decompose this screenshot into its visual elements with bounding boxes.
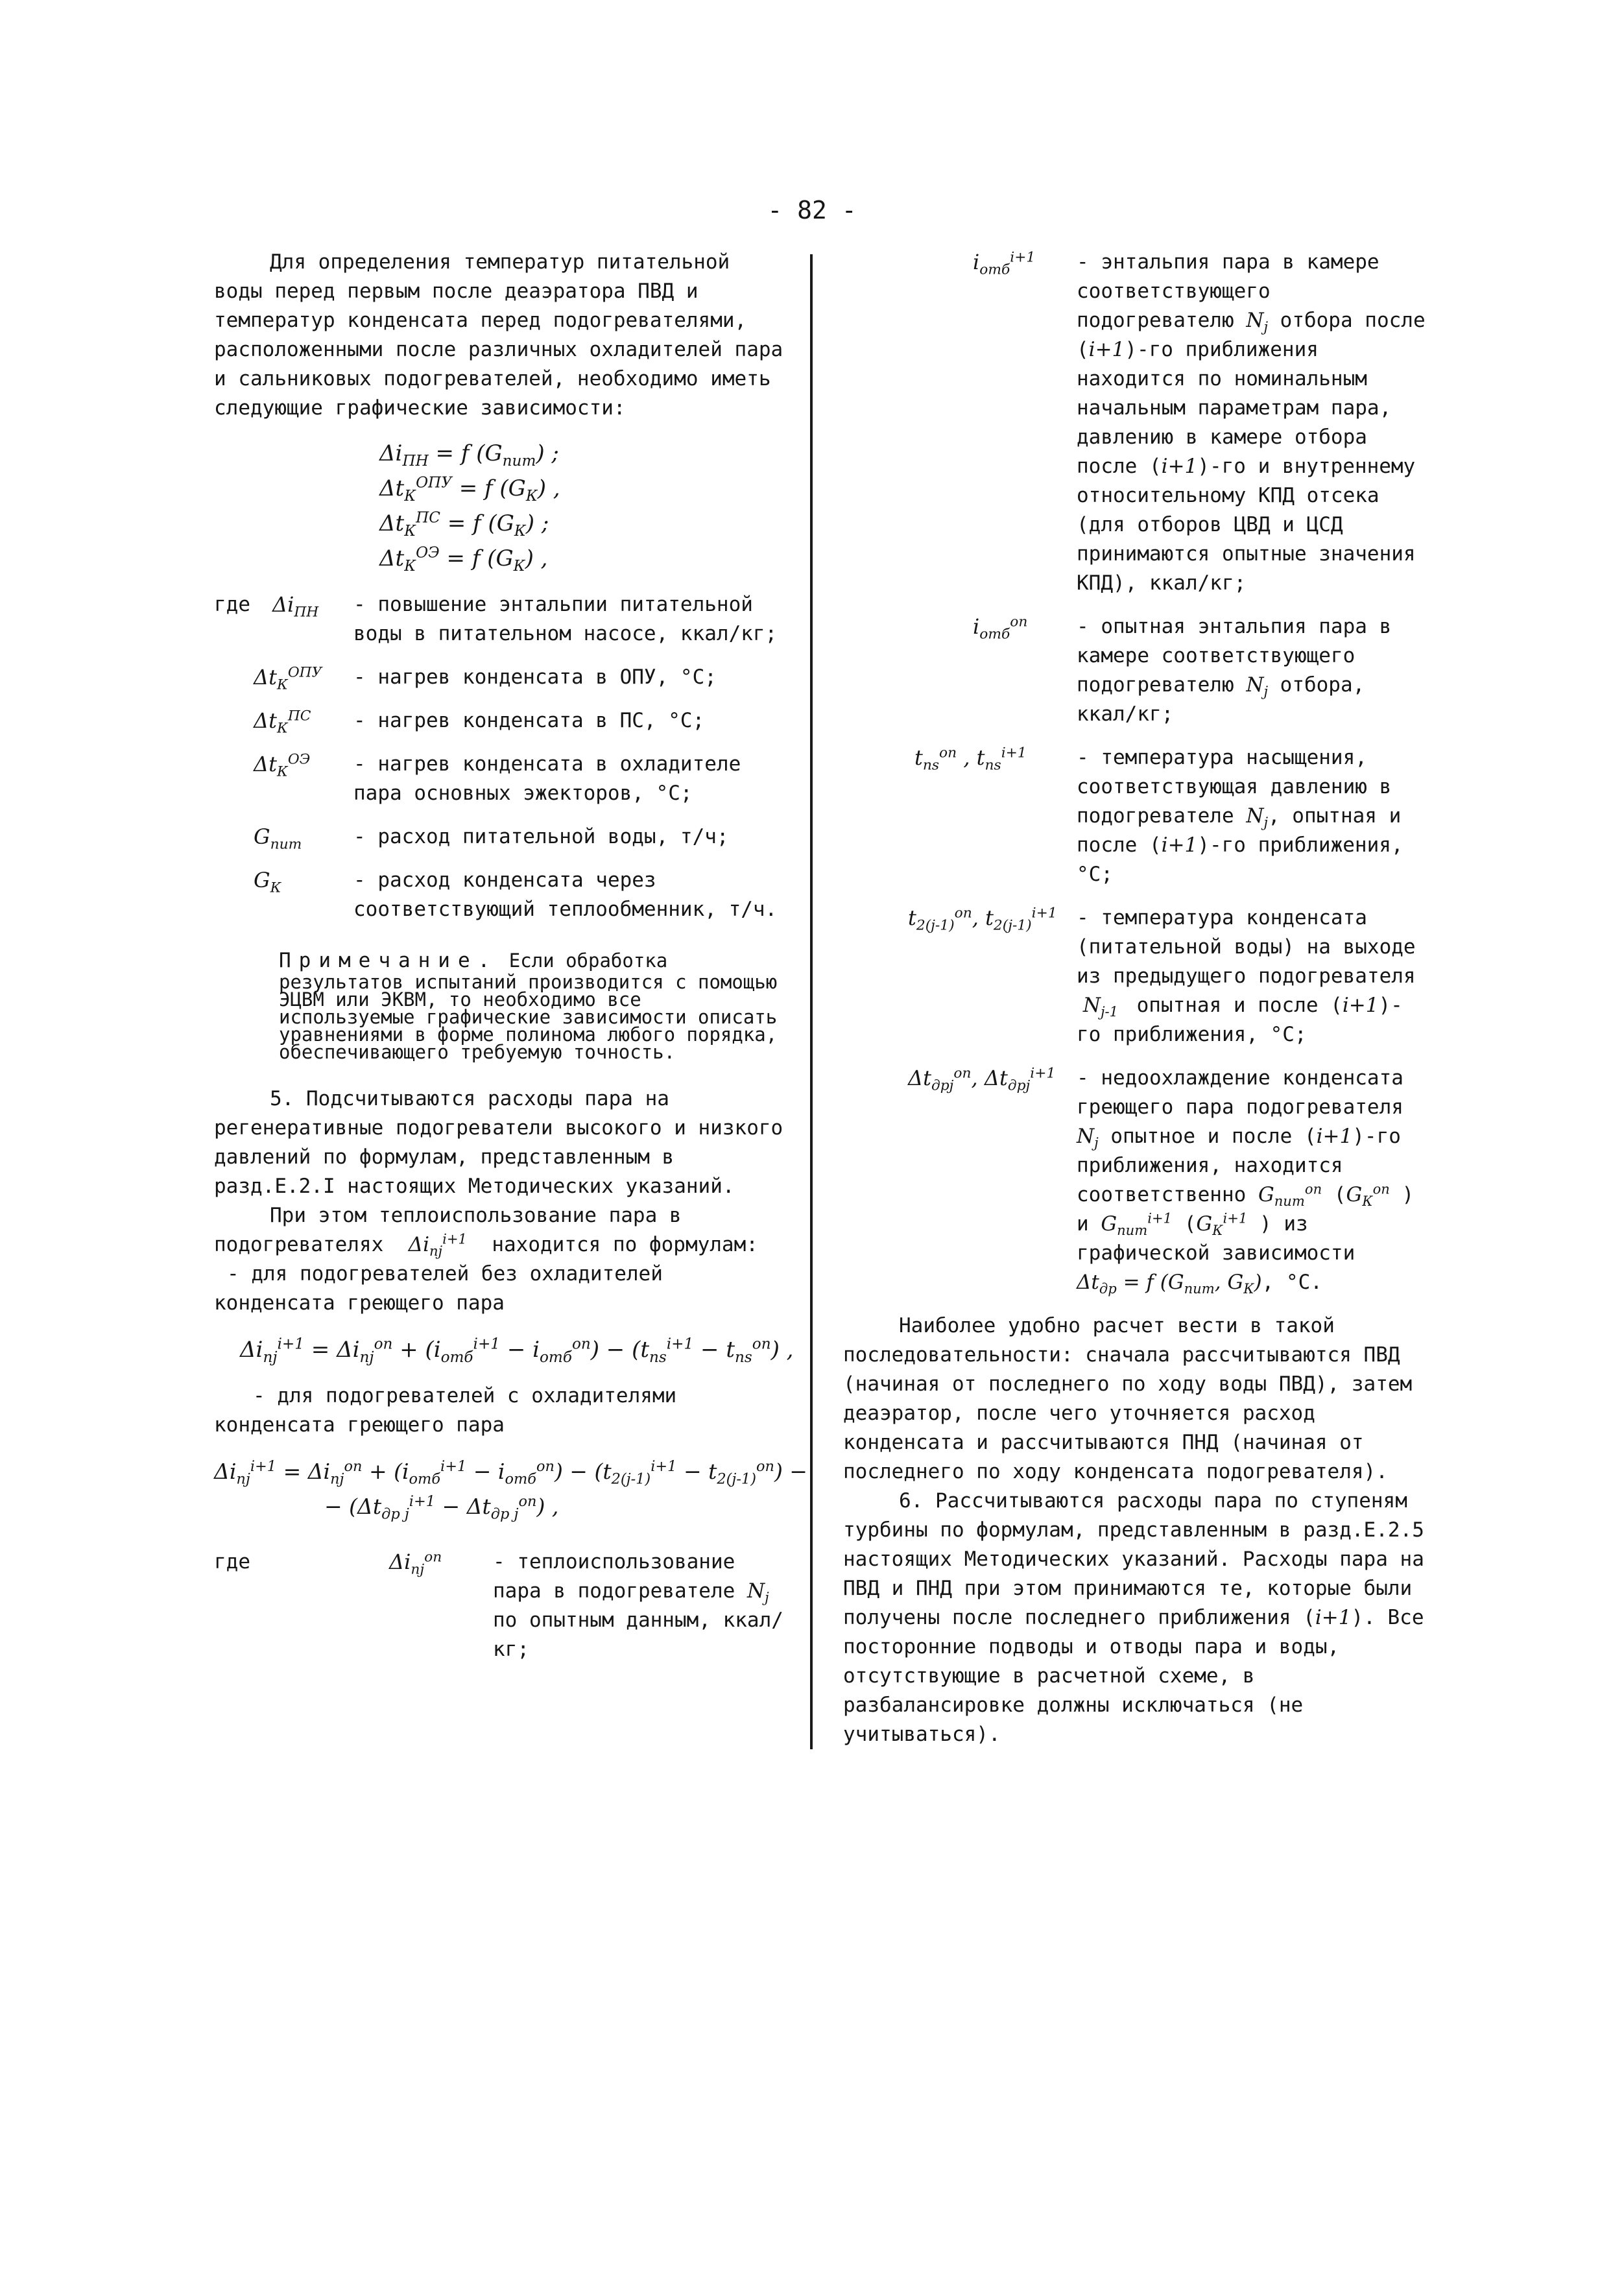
definition-text: - расход питательной воды, т/ч;: [353, 825, 729, 848]
definition-text: - нагрев конденсата в ПС, °С;: [353, 709, 705, 732]
page-number: - 82 -: [767, 196, 857, 224]
definition-text: - теплоиспользование пара в подогревателе $N_j$ по опытным данным, ккал/кг;: [493, 1550, 783, 1661]
formula-no-cooler: $\Delta i_{пj}^{i+1} = \Delta i_{пj}^{оп} + (i_{отб}^{i+1} - i_{отб}^{оп}) - (t_{пs}^{i+1} - t_{пs}^{оп})$ ,: [240, 1335, 794, 1366]
definition-text: - недоохлаждение конденсата греющего пара подогревателя $N_j$ опытное и после (i+1)-го приближения, находится соответственно $G_{пит}^{оп}$ ($G_К^{оп}$ ) и $G_{пит}^{i+1}$ ($G_К^{i+1}$ ) из графической зависимости $\Delta t_{др} = f$ ($G_{пит}$, $G_К$), °С.: [1077, 1066, 1415, 1297]
definition-text: - опытная энтальпия пара в камере соответствующего подогревателю $N_j$ отбора, ккал/кг;: [1077, 615, 1392, 726]
symbol-di-op: $\Delta i_{пj}^{оп}$: [389, 1549, 442, 1578]
case-2-text: - для подогревателей с охладителями конденсата греющего пара: [214, 1384, 677, 1437]
symbol-g-pit: $G_{пит}$: [214, 824, 302, 853]
symbol-nj: $N_j$: [1077, 1125, 1099, 1151]
heat-use-paragraph: [214, 1201, 785, 1260]
definition-pump: [214, 590, 785, 649]
symbol-i-plus-1: i+1: [1342, 994, 1379, 1017]
definition-text: - нагрев конденсата в охладителе пара основных эжекторов, °С;: [353, 752, 741, 805]
left-column: [214, 248, 807, 1664]
symbol-g-pit-i1: $G_{пит}^{i+1}$: [1101, 1210, 1173, 1239]
where-label-2: где: [214, 1550, 250, 1573]
column-divider: [810, 254, 813, 1749]
item-5-paragraph: 5. Подсчитываются расходы пара на регенеративные подогреватели высокого и низкого давлений по формулам, представленным в разд.Е.2.I настоящих Методических указаний.: [214, 1087, 783, 1198]
definition-text: - нагрев конденсата в ОПУ, °С;: [353, 665, 717, 689]
note-block: [279, 948, 785, 1061]
definition-t-ns: [843, 743, 1427, 889]
symbol-i-plus-1: i+1: [1161, 833, 1198, 857]
symbol-nj: $N_j$: [746, 1579, 769, 1606]
formula-with-cooler-line-2: − $(\Delta t_{др j}^{i+1} - \Delta t_{др j}^{оп})$ ,: [324, 1493, 559, 1523]
note-text: [279, 948, 785, 1061]
symbol-dt-ps: $\Delta t_К^{ПС}$: [214, 708, 311, 737]
symbol-t-ns: $t_{пs}^{оп}$ , $t_{пs}^{i+1}$: [914, 745, 1027, 774]
symbol-g-k-op: $G_К^{оп}$: [1346, 1180, 1390, 1210]
symbol-dt-oe: $\Delta t_К^{ОЭ}$: [214, 751, 311, 780]
symbol-nj: $N_j$: [1246, 673, 1268, 700]
definition-i-otb: [843, 248, 1427, 598]
symbol-dt-opu: $\Delta t_К^{ОПУ}$: [214, 664, 322, 693]
formula-pump: $\Delta i_{ПН} = f$ $(G_{пит})$ ;: [379, 440, 559, 470]
note-heading: Примечание.: [279, 949, 498, 972]
definition-dt-dr: [843, 1064, 1427, 1297]
definition-text: - температура конденсата (питательной воды) на выходе из предыдущего подогревателя $N_{j-1}$ опытная и после (i+1)-го приближения, °С;: [1077, 906, 1416, 1046]
symbol-nj: $N_j$: [1246, 804, 1268, 831]
symbol-nj: $N_j$: [1246, 309, 1268, 335]
where-label: где: [214, 593, 250, 616]
symbol-g-pit-op: $G_{пит}^{оп}$: [1258, 1180, 1322, 1210]
symbol-dt-dr: $\Delta t_{дрj}^{оп}$, $\Delta t_{дрj}^{i+1}$: [908, 1065, 1056, 1094]
definition-text: - расход конденсата через соответствующий теплообменник, т/ч.: [353, 868, 778, 921]
definition-di-op: [214, 1548, 785, 1664]
heat-use-text-b: находится по формулам:: [492, 1233, 758, 1256]
symbol-i-plus-1: i+1: [1315, 1606, 1352, 1629]
formula-ps: $\Delta t_К^{ПС} = f$ $(G_К)$ ;: [379, 509, 549, 540]
symbol-i-plus-1: i+1: [1316, 1125, 1353, 1148]
symbol-g-k-i1: $G_К^{i+1}$: [1196, 1210, 1248, 1239]
definition-text: - температура насыщения, соответствующая давлению в подогревателе $N_j$, опытная и после (i+1)-го приближения, °С;: [1077, 746, 1403, 886]
definition-ps: [214, 706, 785, 736]
formula-opu: $\Delta t_К^{ОПУ} = f$ $(G_К)$ ,: [379, 474, 560, 505]
definition-t-2j: [843, 903, 1427, 1049]
definition-opu: [214, 663, 785, 692]
case-1-text: - для подогревателей без охладителей конденсата греющего пара: [214, 1262, 663, 1315]
intro-paragraph: Для определения температур питательной воды перед первым после деаэратора ПВД и температур конденсата перед подогревателями, расположенными после различных охладителей пара и сальниковых подогревателей, необходимо иметь следующие графические зависимости:: [214, 250, 783, 420]
note-body: Если обработка результатов испытаний производится с помощью ЭЦВМ или ЭКВМ, то необходимо все используемые графические зависимости описать уравнениями в форме полинома любого порядка, обеспечивающего требуемую точность.: [279, 950, 778, 1063]
definition-text: - повышение энтальпии питательной воды в питательном насосе, ккал/кг;: [353, 593, 778, 645]
formula-oe: $\Delta t_К^{ОЭ} = f$ $(G_К)$ ,: [379, 544, 548, 575]
symbol-nj-minus-1: $N_{j-1}$: [1077, 994, 1119, 1020]
definition-gk: [214, 866, 785, 924]
symbol-g-k: $G_К$: [214, 868, 281, 896]
calculation-order-paragraph: Наиболее удобно расчет вести в такой последовательности: сначала рассчитываются ПВД (начиная от последнего по ходу воды ПВД), затем деаэратор, после чего уточняется расход конденсата и рассчитываются ПНД (начиная от последнего по ходу конденсата подогревателя).: [843, 1314, 1413, 1483]
symbol-i-otb-op: $i_{отб}^{оп}$: [973, 614, 1028, 643]
symbol-i-plus-1: i+1: [1161, 455, 1198, 478]
symbol-i-otb: $i_{отб}^{i+1}$: [973, 249, 1036, 278]
dependency-formulas: [379, 436, 785, 576]
definition-i-otb-op: [843, 612, 1427, 729]
heat-use-text-a: При этом теплоиспользование пара в подогревателях: [214, 1204, 682, 1256]
definition-oe: [214, 750, 785, 808]
formula-with-cooler-line-1: $\Delta i_{пj}^{i+1} = \Delta i_{пj}^{оп} + (i_{отб}^{i+1} - i_{отб}^{оп}) - (t_{2(j-1)}^{i+1} - t_{2(j-1)}^{оп})$ −: [214, 1458, 807, 1488]
item-6-paragraph: 6. Рассчитываются расходы пара по ступеням турбины по формулам, представленным в разд.Е.2.5 настоящих Методических указаний. Расходы пара на ПВД и ПНД при этом принимаются те, которые были получены после последнего приближения (i+1). Все посторонние подводы и отводы пара и воды, отсутствующие в расчетной схеме, в разбалансировке должны исключаться (не учитываться).: [843, 1489, 1424, 1746]
symbol-i-plus-1: i+1: [1088, 338, 1125, 361]
symbol-di-nj: $\Delta i_{пj}^{i+1}$: [395, 1230, 467, 1260]
definition-text: - энтальпия пара в камере соответствующего подогревателю $N_j$ отбора после (i+1)-го приближения находится по номинальным начальным параметрам пара, давлению в камере отбора после (i+1)-го и внутреннему относительному КПД отсека (для отборов ЦВД и ЦСД принимаются опытные значения КПД), ккал/кг;: [1077, 250, 1426, 595]
definition-gpit: [214, 822, 785, 852]
symbol-di-pn: $\Delta i_{ПН}$: [272, 592, 319, 621]
formula-dt-dr-dependency: $\Delta t_{др} = f$ ($G_{пит}$, $G_К$): [1077, 1271, 1262, 1297]
symbol-t-2j: $t_{2(j-1)}^{оп}$, $t_{2(j-1)}^{i+1}$: [908, 905, 1057, 934]
right-column: [843, 248, 1427, 1749]
